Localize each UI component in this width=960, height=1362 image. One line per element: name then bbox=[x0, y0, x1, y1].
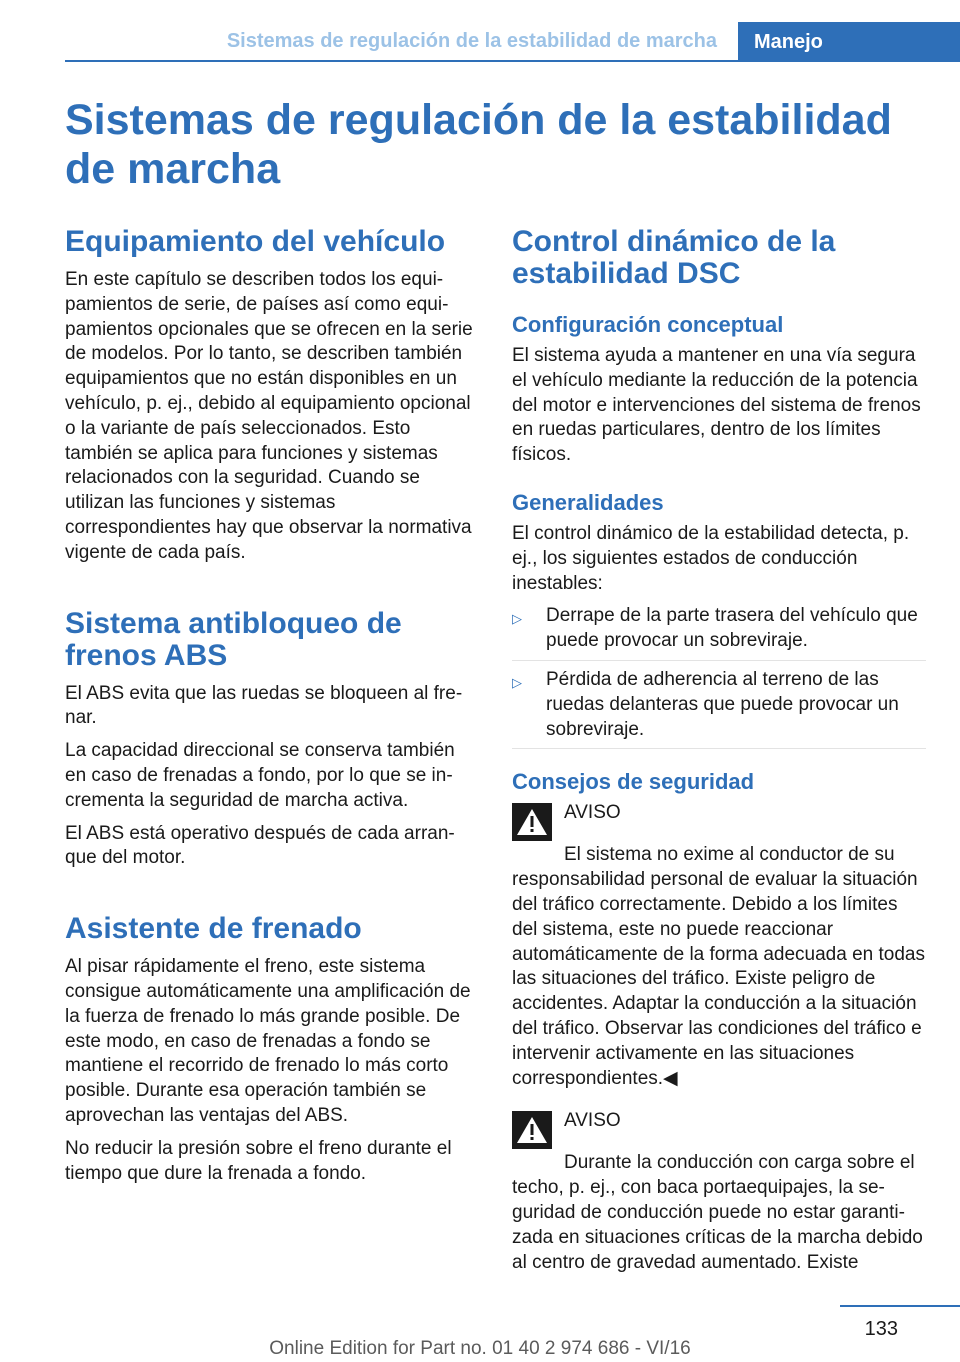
brake-assist-paragraph-1: Al pisar rápidamente el freno, este sistema consigue automáticamente una amplificación de la fuerza de frenado lo más grande posible. De este modo, en caso de frenadas a fondo se mantiene el recorrido de frenado lo más corto posible. Durante esa operación también se aprovechan las ventajas del ABS. bbox=[65, 956, 471, 1126]
concept-paragraph: El sistema ayuda a mantener en una vía segura el vehículo mediante la reducción de la potencia del motor e intervenciones del sistema de frenos en ruedas particulares, dentro de los límites físicos. bbox=[512, 345, 921, 466]
warning-text: El sistema no exime al conductor de su responsabilidad personal de evaluar la situación del tráfico correctamente. Debido a los límites del sistema, este no puede reaccionar automáticamente de la forma adecuada en todas las situaciones del tráfico. Existe peligro de accidentes. Adaptar la conducción a la situación del tráfico. Observar las condiciones del tráfico e intervenir activamente en las situaciones correspondientes.◀ bbox=[512, 844, 925, 1089]
abs-paragraph-2: La capacidad direccional se conserva también en caso de frenadas a fondo, por lo que se incrementa la seguridad de marcha activa. bbox=[65, 740, 455, 811]
left-column bbox=[65, 226, 479, 1194]
equipment-heading: Equipamiento del vehículo bbox=[65, 225, 446, 258]
right-column bbox=[512, 226, 926, 1287]
list-item bbox=[512, 604, 926, 661]
warning-label: AVISO bbox=[564, 1110, 621, 1132]
general-paragraph: El control dinámico de la estabilidad detecta, p. ej., los siguientes estados de conducción inestables: bbox=[512, 522, 910, 594]
warning-text: Durante la conducción con carga sobre el techo, p. ej., con baca portaequipajes, la seguridad de conducción puede no estar garantizada en situaciones críticas de la marcha debido al centro de gravedad aumentado. Existe bbox=[512, 1152, 923, 1273]
page-title: Sistemas de regulación de la estabilidad de marcha bbox=[65, 96, 892, 193]
warning-triangle-icon bbox=[512, 1111, 552, 1149]
general-heading: Generalidades bbox=[512, 489, 664, 515]
triangle-bullet-icon: ▷ bbox=[512, 611, 522, 627]
triangle-bullet-icon: ▷ bbox=[512, 674, 522, 690]
abs-heading: Sistema antibloqueo de frenos ABS bbox=[65, 606, 402, 672]
safety-heading: Consejos de seguridad bbox=[512, 769, 755, 795]
header-chapter-tab[interactable]: Manejo bbox=[738, 22, 960, 62]
warning-block-2 bbox=[512, 1109, 926, 1275]
warning-label: AVISO bbox=[564, 802, 621, 824]
brake-assist-paragraph-2: No reducir la presión sobre el freno durante el tiempo que dure la frenada a fondo. bbox=[65, 1137, 452, 1184]
page-number: 133 bbox=[864, 1318, 898, 1340]
dsc-heading: Control dinámico de la estabilidad DSC bbox=[512, 225, 836, 290]
list-item-text: Derrape de la parte trasera del vehículo que puede provocar un sobreviraje. bbox=[546, 605, 918, 652]
warning-block-1 bbox=[512, 801, 926, 1091]
abs-paragraph-1: El ABS evita que las ruedas se bloqueen al frenar. bbox=[65, 682, 463, 729]
page-header bbox=[65, 22, 960, 62]
list-item-text: Pérdida de adherencia al terreno de las ruedas delanteras que puede provocar un sobreviraje. bbox=[546, 668, 899, 740]
list-item bbox=[512, 668, 926, 749]
brake-assist-heading: Asistente de frenado bbox=[65, 912, 362, 946]
edition-line: Online Edition for Part no. 01 40 2 974 686 - VI/16 bbox=[269, 1338, 691, 1359]
header-rule bbox=[65, 60, 960, 62]
footer-rule bbox=[840, 1305, 960, 1307]
abs-paragraph-3: El ABS está operativo después de cada arranque del motor. bbox=[65, 822, 455, 869]
concept-heading: Configuración conceptual bbox=[512, 312, 784, 337]
header-section-title: Sistemas de regulación de la estabilidad de marcha bbox=[226, 30, 717, 52]
instability-list bbox=[512, 604, 926, 749]
warning-triangle-icon bbox=[512, 803, 552, 841]
equipment-paragraph: En este capítulo se describen todos los equipamientos de serie, de países así como equipamientos opcionales que se ofrecen en la serie de modelos. Por lo tanto, se describen también equipamientos que no están disponibles en un vehículo, p. ej., debido al equipamiento opcional o la variante de país seleccionados. Esto también se aplica para funciones y sistemas relacionados con la seguridad. Cuando se utilizan las funciones y sistemas correspondientes hay que observar la normativa vigente de cada país. bbox=[65, 269, 473, 563]
